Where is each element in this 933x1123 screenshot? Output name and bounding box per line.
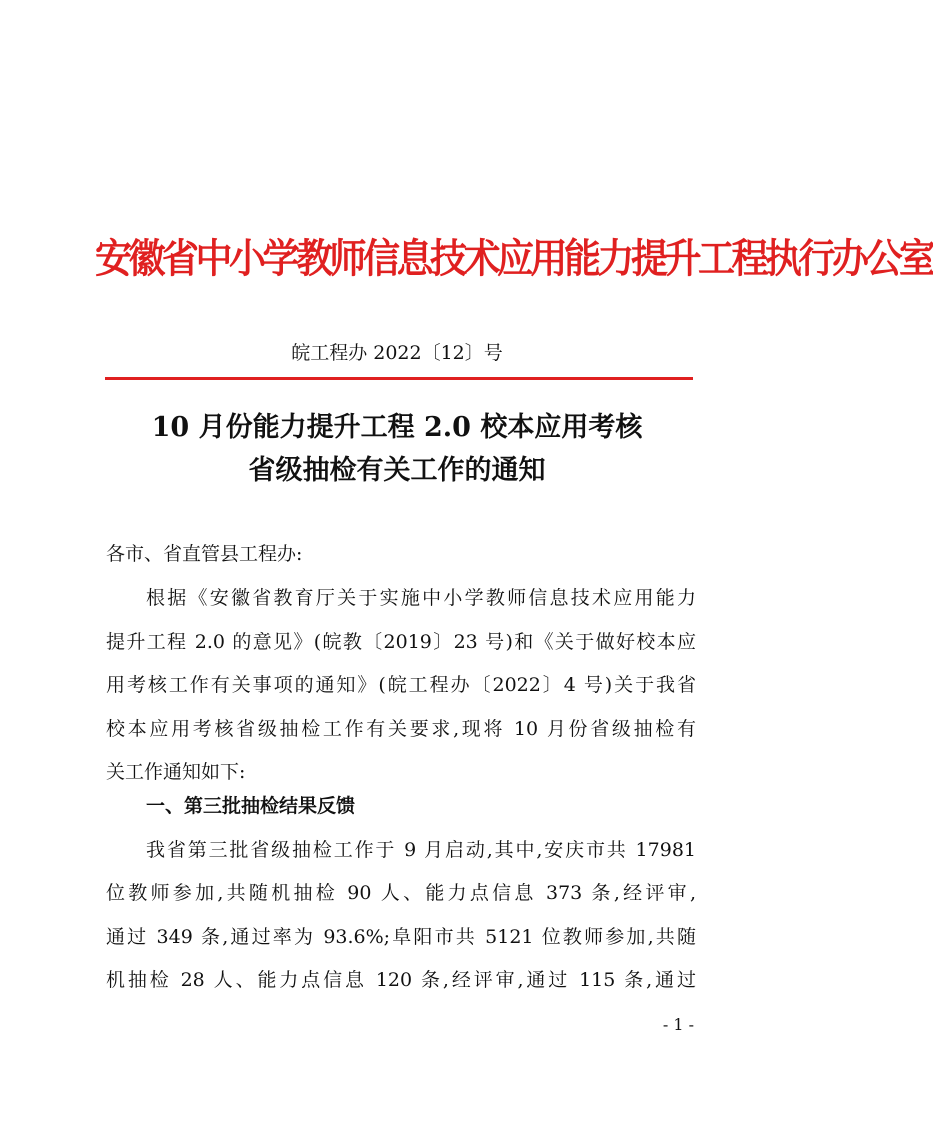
document-number: 皖工程办 2022〔12〕号	[291, 342, 503, 364]
salutation: 各市、省直管县工程办:	[106, 543, 303, 565]
issuing-office-title: 安徽省中小学教师信息技术应用能力提升工程执行办公室	[95, 234, 933, 282]
page-number: - 1 -	[662, 1015, 694, 1034]
paragraph-1-line-3: 用考核工作有关事项的通知》(皖工程办〔2022〕4 号)关于我省	[106, 674, 696, 696]
notice-title-line-1: 10 月份能力提升工程 2.0 校本应用考核	[151, 412, 643, 443]
section-1-heading: 一、第三批抽检结果反馈	[146, 795, 356, 817]
paragraph-2-line-3: 通过 349 条,通过率为 93.6%;阜阳市共 5121 位教师参加,共随	[106, 926, 696, 948]
notice-title-line-2: 省级抽检有关工作的通知	[248, 455, 546, 486]
paragraph-1-line-5: 关工作通知如下:	[106, 761, 246, 783]
red-divider-line	[105, 377, 693, 380]
paragraph-2-line-1: 我省第三批省级抽检工作于 9 月启动,其中,安庆市共 17981	[146, 839, 696, 861]
paragraph-1-line-2: 提升工程 2.0 的意见》(皖教〔2019〕23 号)和《关于做好校本应	[106, 631, 696, 653]
paragraph-2-line-2: 位教师参加,共随机抽检 90 人、能力点信息 373 条,经评审,	[106, 882, 696, 904]
paragraph-1-line-4: 校本应用考核省级抽检工作有关要求,现将 10 月份省级抽检有	[106, 718, 696, 740]
paragraph-1-line-1: 根据《安徽省教育厅关于实施中小学教师信息技术应用能力	[146, 587, 696, 609]
paragraph-2-line-4: 机抽检 28 人、能力点信息 120 条,经评审,通过 115 条,通过	[106, 969, 696, 991]
